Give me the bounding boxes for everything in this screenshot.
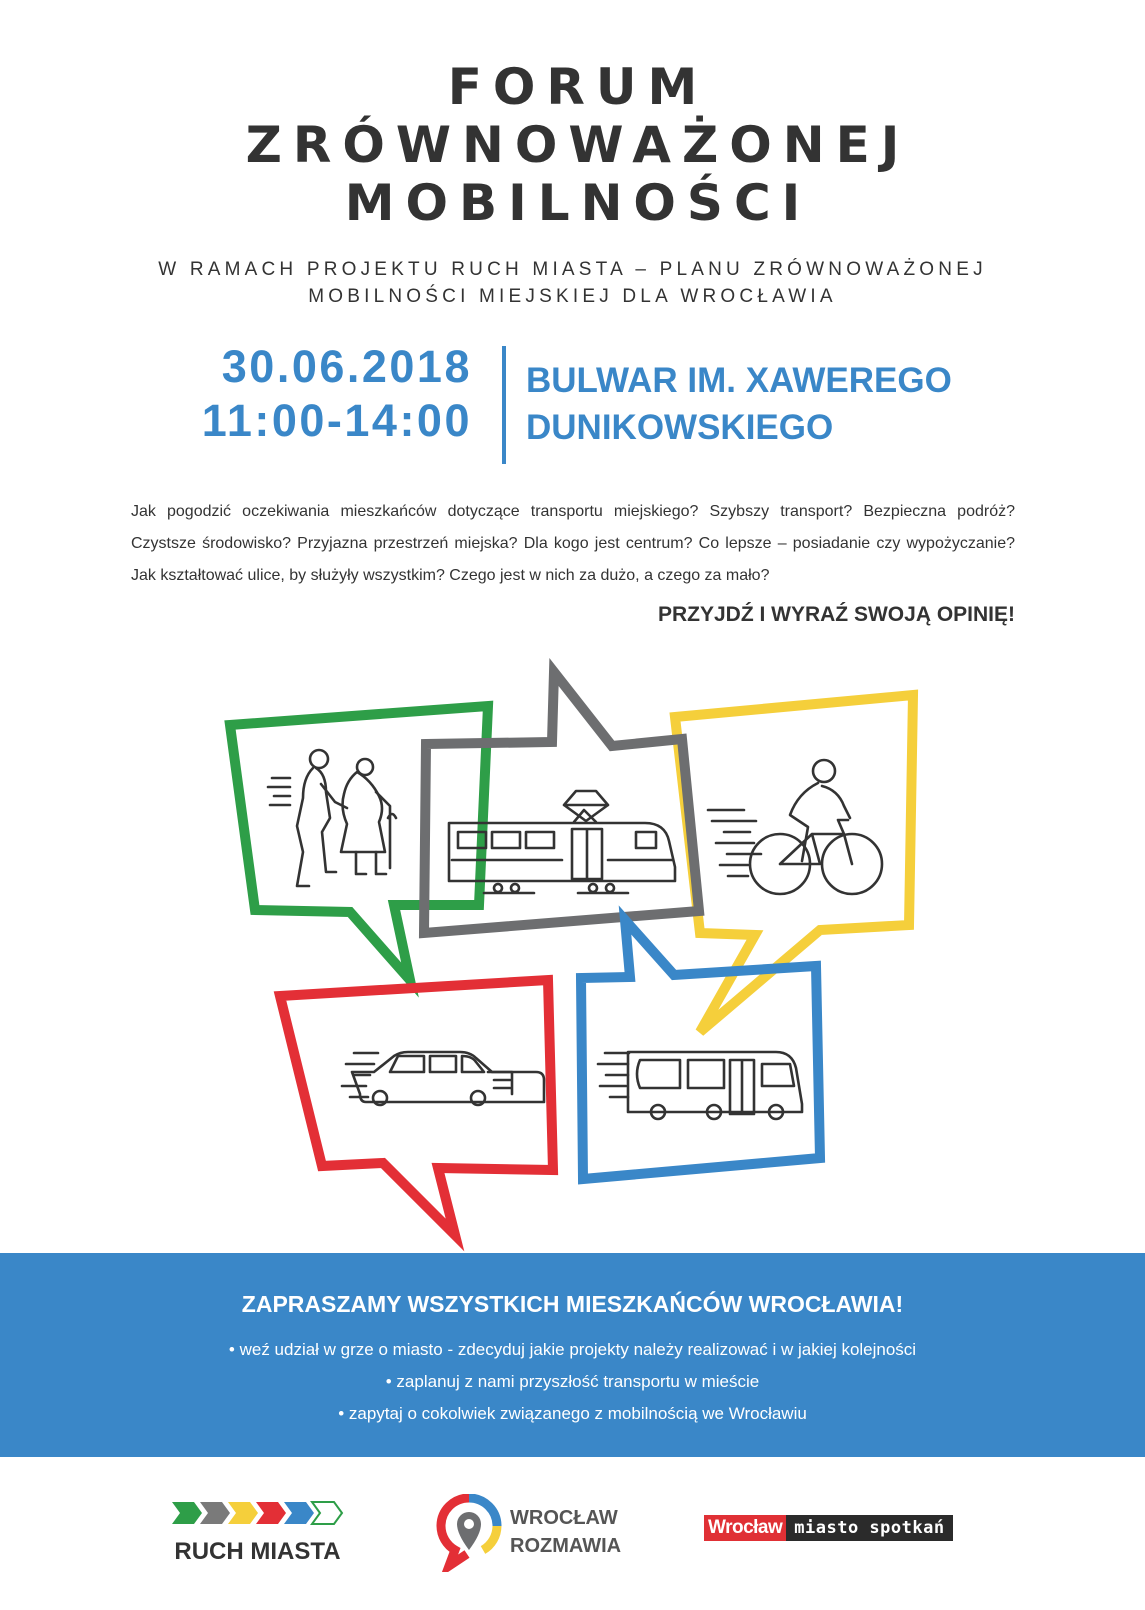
wroclaw-slogan: miasto spotkań [786,1515,952,1541]
title-line: MOBILNOŚCI [344,174,812,232]
speech-pin-icon [436,1494,502,1572]
banner-list [0,1334,1145,1430]
cyclist-icon [708,760,882,894]
event-datetime [160,340,472,448]
speech-bubble-blue [581,920,820,1179]
ruch-miasta-label: RUCH MIASTA [174,1538,341,1565]
tram-icon [449,791,675,893]
poster-subtitle [0,256,1145,310]
list-item: • zapytaj o cokolwiek związanego z mobilnością we Wrocławiu [338,1404,807,1423]
speech-bubble-yellow [675,695,913,1032]
wroclaw-brand: Wrocław [704,1515,786,1541]
subtitle-line: W RAMACH PROJEKTU RUCH MIASTA – PLANU ZRÓWNOWAŻONEJ [158,259,987,280]
event-time: 11:00-14:00 [201,395,472,446]
speech-bubble-green [230,706,488,980]
title-line: ZRÓWNOWAŻONEJ [245,116,911,174]
title-line: FORUM [447,58,709,116]
car-icon [342,1052,544,1105]
date-venue-divider [502,346,506,464]
wroclaw-rozmawia-logo [436,1494,636,1574]
list-item: • zaplanuj z nami przyszłość transportu w mieście [385,1372,760,1391]
list-item: • weź udział w grze o miasto - zdecyduj jakie projekty należy realizować i w jakiej kolejności [228,1340,917,1359]
venue-line: DUNIKOWSKIEGO [526,408,834,447]
bus-icon [598,1052,802,1119]
venue-line: BULWAR IM. XAWEREGO [526,361,952,400]
wroclaw-rozmawia-label [510,1504,621,1560]
ruch-miasta-arrows-icon [170,1498,345,1528]
subtitle-line: MOBILNOŚCI MIEJSKIEJ DLA WROCŁAWIA [308,286,837,307]
wroclaw-miasto-spotkan-logo [704,1515,953,1541]
partner-logos [0,1480,1145,1590]
banner-heading: ZAPRASZAMY WSZYSTKICH MIESZKAŃCÓW WROCŁAWIA! [241,1291,904,1317]
speech-bubble-red [280,980,553,1235]
wroclaw-rozmawia-line: WROCŁAW [510,1507,618,1529]
invitation-banner [0,1253,1145,1457]
event-date: 30.06.2018 [221,341,472,392]
speech-bubble-grey [424,672,699,933]
intro-paragraph: Jak pogodzić oczekiwania mieszkańców dotyczące transportu miejskiego? Szybszy transport? Bezpieczna podróż? Czystsze środowisko? Przyjazna przestrzeń miejska? Dla kogo jest centrum? Co lepsze – posiadanie czy wypożyczanie? Jak kształtować ulice, by służyły wszystkim? Czego jest w nich za dużo, a czego za mało? [131,503,1015,584]
call-to-action: PRZYJDŹ I WYRAŹ SWOJĄ OPINIĘ! [657,603,1015,626]
wroclaw-rozmawia-line: ROZMAWIA [510,1535,622,1557]
poster-title [0,58,1145,232]
ruch-miasta-logo [170,1498,345,1565]
pedestrians-icon [268,750,396,886]
event-venue [526,357,1006,451]
